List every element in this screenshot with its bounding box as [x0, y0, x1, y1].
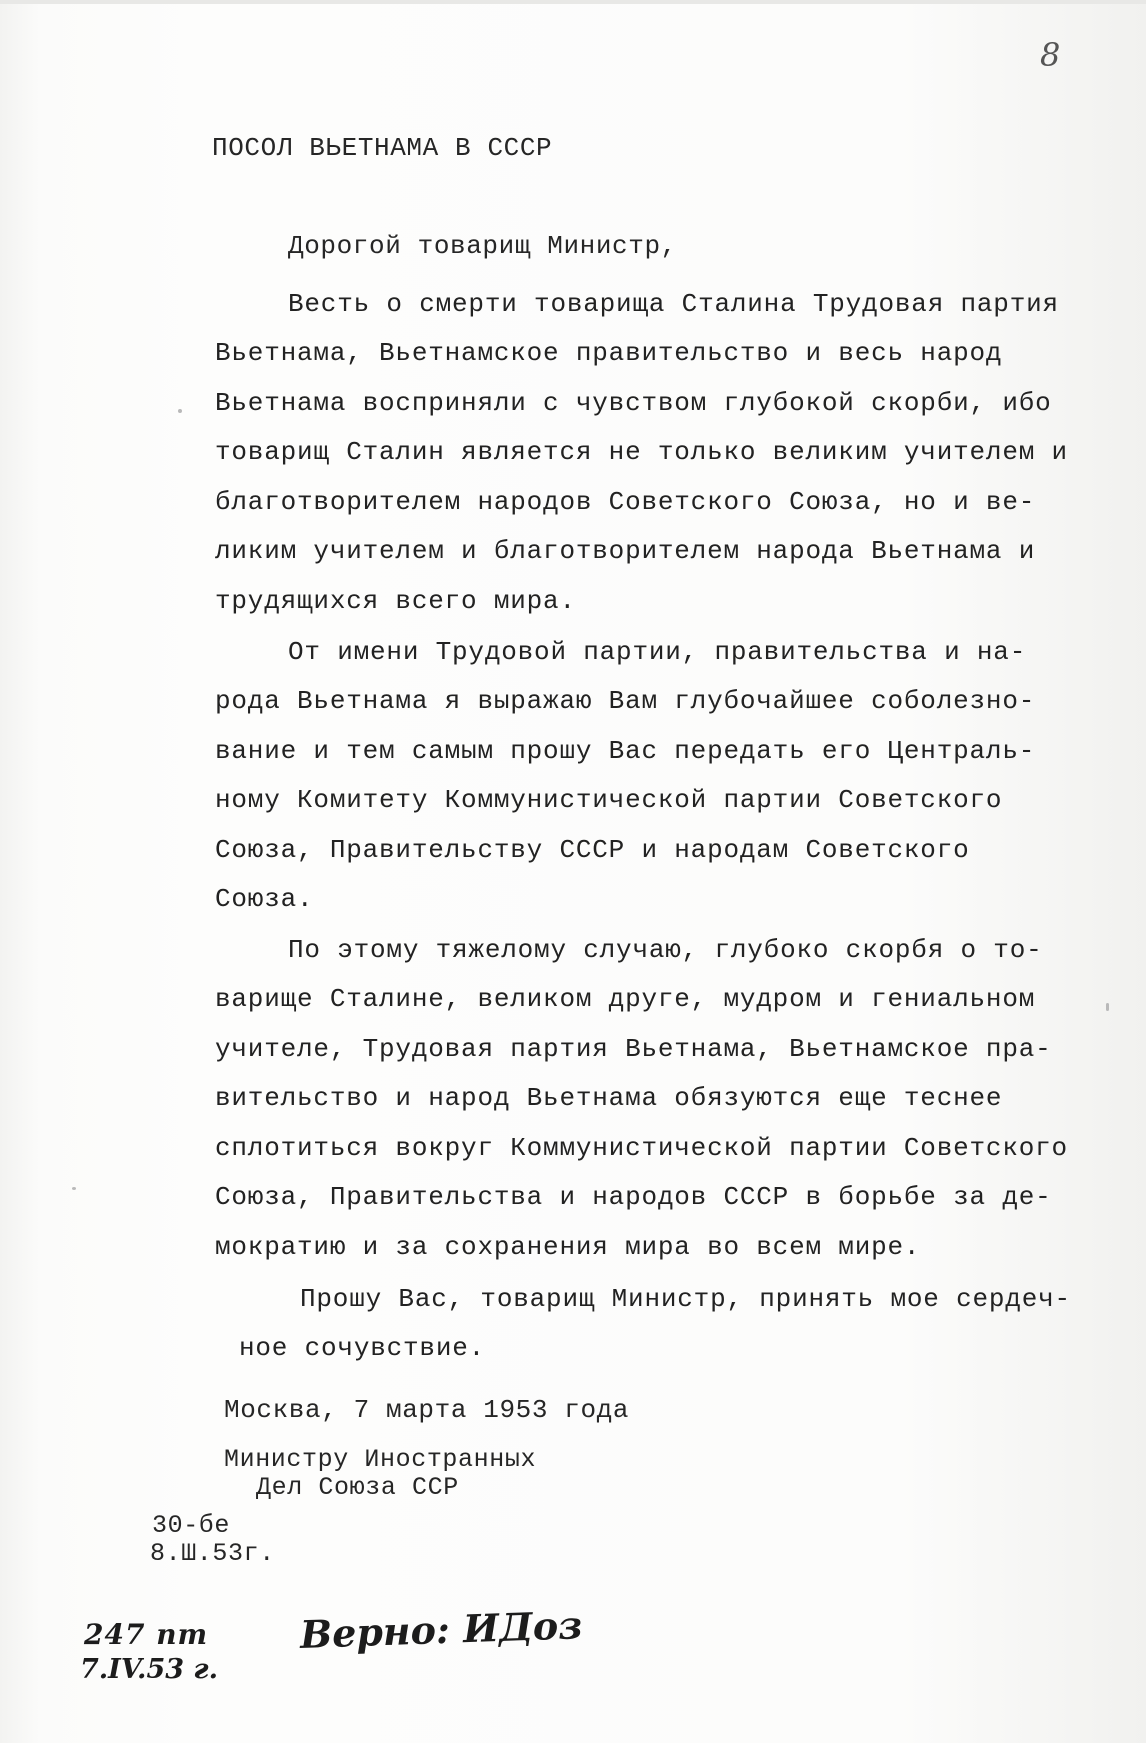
- text-line: От имени Трудовой партии, правительства и на-: [288, 637, 1027, 667]
- addressee-line-1: Министру Иностранных: [224, 1445, 537, 1474]
- handwritten-archive-date: 7.IV.53 г.: [80, 1654, 219, 1685]
- text-line: ликим учителем и благотворителем народа Вьетнама и: [215, 536, 1036, 566]
- text-line: Весть о смерти товарища Сталина Трудовая партия: [288, 289, 1059, 319]
- text-line: Прошу Вас, товарищ Министр, принять мое сердеч-: [300, 1284, 1071, 1314]
- text-line: Союза.: [215, 884, 314, 914]
- sender-heading: ПОСОЛ ВЬЕТНАМА В СССР: [212, 133, 553, 163]
- text-line: ному Комитету Коммунистической партии Советского: [215, 785, 1003, 815]
- text-line: рода Вьетнама я выражаю Вам глубочайшее соболезно-: [215, 686, 1036, 716]
- letter-paragraph-3: [215, 934, 1115, 1274]
- text-line: мократию и за сохранения мира во всем мире.: [215, 1232, 921, 1262]
- handwritten-certification: Верно: ИДоз: [299, 1602, 584, 1657]
- text-line: варище Сталине, великом друге, мудром и гениальном: [215, 984, 1036, 1014]
- margin-speck: [1106, 1003, 1109, 1011]
- reference-code-line-1: 30-бе: [152, 1511, 231, 1540]
- addressee-line-2: Дел Союза ССР: [256, 1473, 459, 1502]
- handwritten-archive-number: 247 пт: [84, 1618, 209, 1651]
- place-and-date: Москва, 7 марта 1953 года: [224, 1395, 630, 1425]
- text-line: учителе, Трудовая партия Вьетнама, Вьетнамское пра-: [215, 1034, 1052, 1064]
- text-line: ное сочувствие.: [239, 1333, 486, 1363]
- text-line: По этому тяжелому случаю, глубоко скорбя о то-: [288, 935, 1043, 965]
- letter-paragraph-1: [215, 288, 1115, 628]
- salutation: Дорогой товарищ Министр,: [288, 231, 677, 261]
- text-line: Вьетнама, Вьетнамское правительство и весь народ: [215, 338, 1003, 368]
- text-line: сплотиться вокруг Коммунистической партии Советского: [215, 1133, 1068, 1163]
- text-line: вительство и народ Вьетнама обязуются еще теснее: [215, 1083, 1003, 1113]
- reference-code-line-2: 8.Ш.53г.: [150, 1539, 275, 1568]
- text-line: трудящихся всего мира.: [215, 586, 576, 616]
- page-number: 8: [1040, 36, 1061, 74]
- margin-speck: [178, 409, 182, 413]
- text-line: благотворителем народов Советского Союза, но и ве-: [215, 487, 1036, 517]
- letter-paragraph-4: [215, 1283, 1115, 1373]
- text-line: Союза, Правительства и народов СССР в борьбе за де-: [215, 1182, 1052, 1212]
- text-line: Вьетнама восприняли с чувством глубокой скорби, ибо: [215, 388, 1052, 418]
- page-top-edge: [0, 0, 1146, 4]
- letter-paragraph-2: [215, 636, 1115, 926]
- text-line: Союза, Правительству СССР и народам Советского: [215, 835, 970, 865]
- text-line: товарищ Сталин является не только великим учителем и: [215, 437, 1068, 467]
- margin-speck: [72, 1187, 76, 1190]
- text-line: вание и тем самым прошу Вас передать его Централь-: [215, 736, 1036, 766]
